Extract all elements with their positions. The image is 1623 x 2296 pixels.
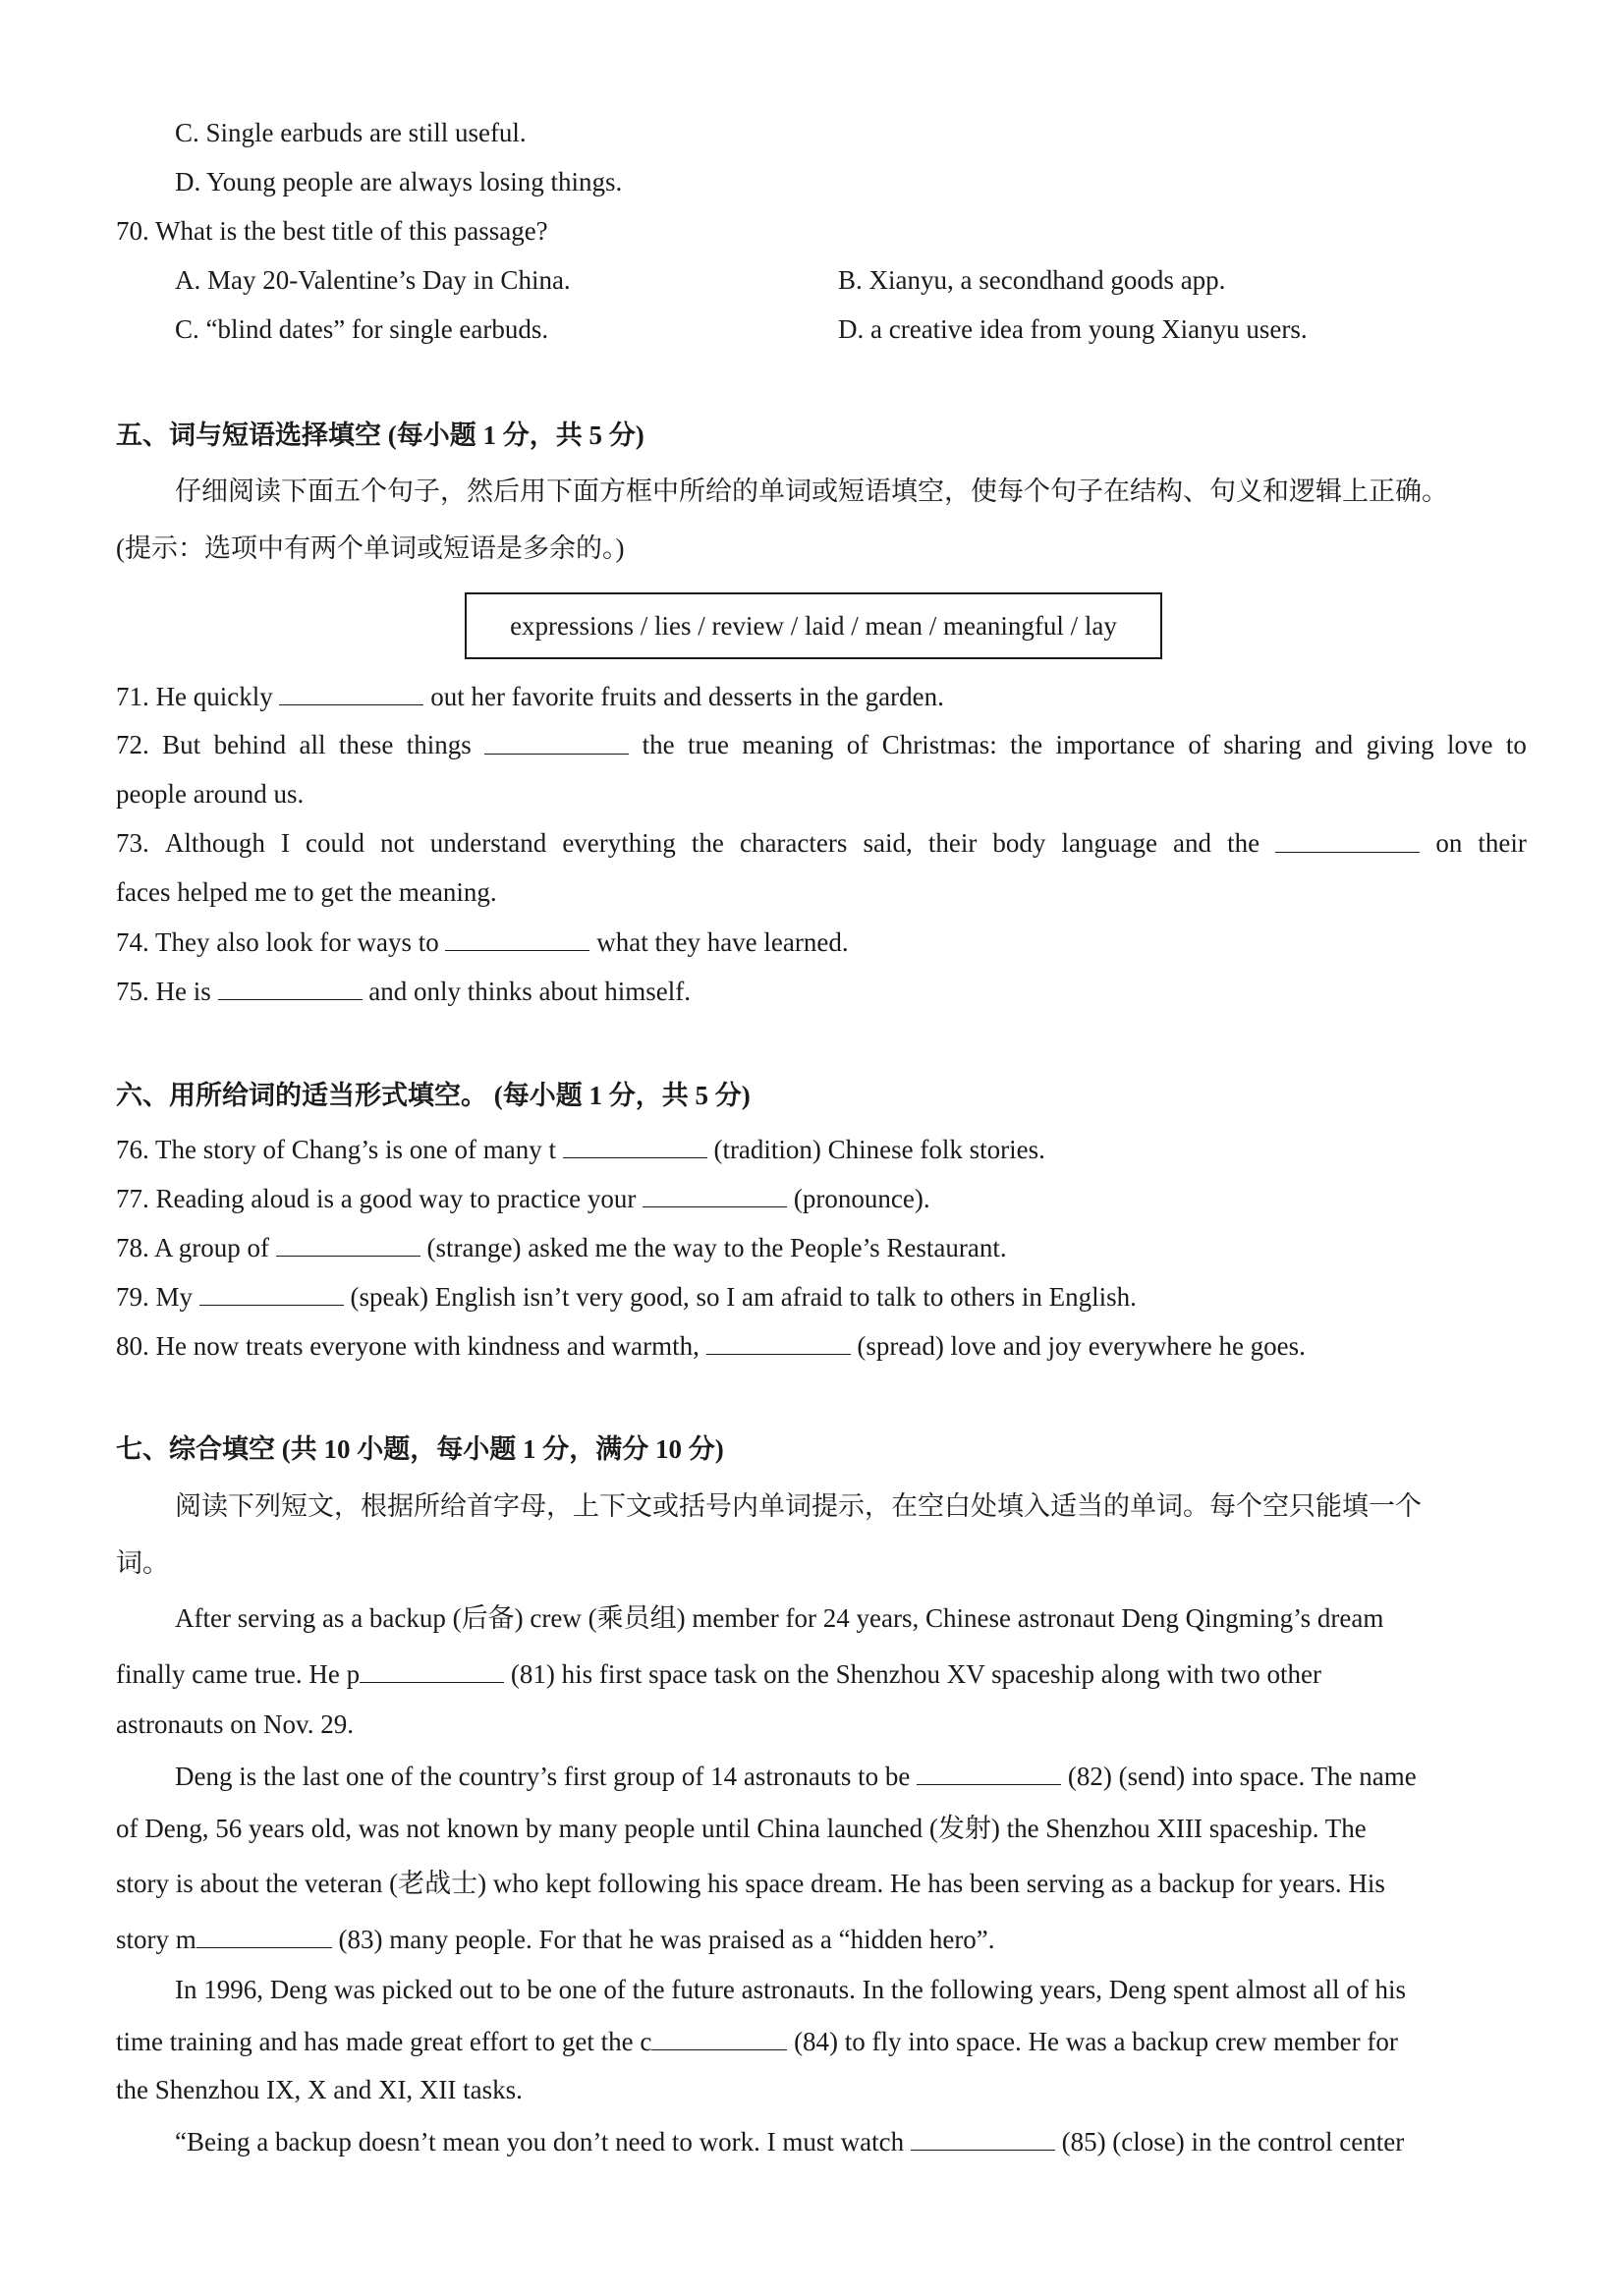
- q74: [116, 924, 849, 958]
- section7-title: 七、综合填空 (共 10 小题，每小题 1 分，满分 10 分): [116, 1434, 724, 1464]
- q76-text-post: (tradition) Chinese folk stories.: [713, 1135, 1045, 1164]
- q72-word: of: [1188, 730, 1210, 759]
- q79-blank[interactable]: [199, 1279, 344, 1306]
- section5-instruction-1: 仔细阅读下面五个句子，然后用下面方框中所给的单词或短语填空，使每个句子在结构、句义和逻辑上正确。: [175, 476, 1448, 506]
- q70-option-d: D. a creative idea from young Xianyu users.: [838, 314, 1308, 344]
- q83-text-pre: story m: [116, 1925, 196, 1954]
- q72-line-1: [116, 728, 1527, 761]
- q81-text-pre: finally came true. He p: [116, 1659, 361, 1689]
- passage-p1-line-3: astronauts on Nov. 29.: [116, 1709, 354, 1739]
- q70-stem: 70. What is the best title of this passage?: [116, 216, 548, 246]
- q75-blank[interactable]: [218, 974, 363, 1000]
- section7-instruction-2: 词。: [116, 1548, 169, 1578]
- passage-p2-line-1: [116, 1759, 1417, 1792]
- q83-text-post: (83) many people. For that he was praised as a “hidden hero”.: [338, 1925, 995, 1954]
- q70-option-a: A. May 20-Valentine’s Day in China.: [175, 265, 571, 295]
- q72-word: things: [406, 730, 472, 759]
- section5-instruction-2: (提示：选项中有两个单词或短语是多余的。): [116, 533, 625, 563]
- passage-p3-line-1: In 1996, Deng was picked out to be one of the future astronauts. In the following years, Deng spent almost all of his: [175, 1975, 1406, 2004]
- q74-text-post: what they have learned.: [596, 927, 849, 957]
- q73-word: Although: [164, 828, 265, 858]
- q69-option-d: D. Young people are always losing things.: [175, 167, 623, 196]
- q73-word: said,: [863, 828, 913, 858]
- passage-p2-line-2: of Deng, 56 years old, was not known by many people until China launched (发射) the Shenzhou XIII spaceship. The: [116, 1814, 1367, 1843]
- q72-word: to: [1505, 730, 1527, 759]
- q72-line-2: people around us.: [116, 779, 305, 809]
- q77-text-post: (pronounce).: [793, 1184, 930, 1213]
- q71-text-pre: 71. He quickly: [116, 682, 273, 711]
- q78-text-pre: 78. A group of: [116, 1233, 270, 1262]
- q79-text-pre: 79. My: [116, 1282, 194, 1312]
- q72-word: But: [162, 730, 201, 759]
- q72-word: the: [642, 730, 675, 759]
- section6-title: 六、用所给词的适当形式填空。 (每小题 1 分，共 5 分): [116, 1081, 751, 1110]
- q80-text-post: (spread) love and joy everywhere he goes.: [857, 1331, 1306, 1361]
- q85-text-pre: “Being a backup doesn’t mean you don’t need to work. I must watch: [175, 2127, 905, 2156]
- q72-word: sharing: [1223, 730, 1302, 759]
- q70-option-c: C. “blind dates” for single earbuds.: [175, 314, 549, 344]
- q85-blank[interactable]: [911, 2124, 1055, 2151]
- q83-blank[interactable]: [196, 1922, 332, 1948]
- q78-text-post: (strange) asked me the way to the People’s Restaurant.: [426, 1233, 1007, 1262]
- passage-p2-line-3: story is about the veteran (老战士) who kept following his space dream. He has been serving as a backup for years. His: [116, 1869, 1385, 1898]
- q75-text-pre: 75. He is: [116, 977, 211, 1006]
- q72-word: love: [1447, 730, 1493, 759]
- q71-blank[interactable]: [279, 679, 423, 705]
- q76-blank[interactable]: [563, 1132, 707, 1158]
- q82-text-pre: Deng is the last one of the country’s first group of 14 astronauts to be: [175, 1762, 911, 1791]
- passage-p1-line-2: [116, 1656, 1321, 1690]
- q73-word: understand: [429, 828, 547, 858]
- q80-text-pre: 80. He now treats everyone with kindness and warmth,: [116, 1331, 700, 1361]
- q82-blank[interactable]: [917, 1759, 1061, 1785]
- q71-text-post: out her favorite fruits and desserts in the garden.: [430, 682, 944, 711]
- q74-blank[interactable]: [445, 924, 589, 951]
- q73-line-1: [116, 826, 1527, 860]
- q72-word: importance: [1055, 730, 1175, 759]
- q72-word: Christmas:: [881, 730, 997, 759]
- passage-p4-line-1: [116, 2124, 1404, 2157]
- q80-blank[interactable]: [706, 1328, 851, 1355]
- passage-p1-line-1: After serving as a backup (后备) crew (乘员组) member for 24 years, Chinese astronaut Deng Qingming’s dream: [175, 1603, 1384, 1633]
- passage-p3-line-3: the Shenzhou IX, X and XI, XII tasks.: [116, 2075, 523, 2104]
- q72-word: true: [688, 730, 729, 759]
- q79-text-post: (speak) English isn’t very good, so I am afraid to talk to others in English.: [350, 1282, 1137, 1312]
- q73-word: the: [1227, 828, 1260, 858]
- passage-p3-line-2: [116, 2024, 1398, 2057]
- q73-word: their: [1478, 828, 1527, 858]
- q72-word: behind: [213, 730, 287, 759]
- q73-word: on: [1435, 828, 1463, 858]
- q77-blank[interactable]: [643, 1181, 787, 1207]
- q73-word: characters: [739, 828, 848, 858]
- q73-word: 73.: [116, 828, 149, 858]
- q73-word: could: [306, 828, 365, 858]
- q76-text-pre: 76. The story of Chang’s is one of many t: [116, 1135, 556, 1164]
- q70-option-b: B. Xianyu, a secondhand goods app.: [838, 265, 1226, 295]
- q72-word: these: [338, 730, 394, 759]
- q72-word: of: [846, 730, 869, 759]
- q73-word: the: [691, 828, 724, 858]
- word-box: [465, 592, 1162, 659]
- section7-instruction-1: 阅读下列短文，根据所给首字母，上下文或括号内单词提示，在空白处填入适当的单词。每个空只能填一个: [175, 1491, 1422, 1521]
- q73-word: I: [280, 828, 290, 858]
- q78-blank[interactable]: [276, 1230, 420, 1257]
- q71: [116, 679, 944, 712]
- q75-text-post: and only thinks about himself.: [368, 977, 691, 1006]
- q72-blank[interactable]: [484, 728, 629, 755]
- q79: [116, 1279, 1137, 1313]
- q80: [116, 1328, 1306, 1362]
- q85-text-post: (85) (close) in the control center: [1061, 2127, 1405, 2156]
- q76: [116, 1132, 1045, 1165]
- q81-blank[interactable]: [360, 1656, 504, 1683]
- q72-word: giving: [1366, 730, 1434, 759]
- q74-text-pre: 74. They also look for ways to: [116, 927, 439, 957]
- word-box-text: expressions / lies / review / laid / mean / meaningful / lay: [510, 610, 1117, 641]
- q84-text-pre: time training and has made great effort to get the c: [116, 2027, 652, 2056]
- q84-blank[interactable]: [651, 2024, 787, 2050]
- q73-line-2: faces helped me to get the meaning.: [116, 877, 497, 907]
- q84-text-post: (84) to fly into space. He was a backup crew member for: [794, 2027, 1398, 2056]
- passage-p2-line-4: [116, 1922, 995, 1955]
- q75: [116, 974, 691, 1007]
- q82-text-post: (82) (send) into space. The name: [1067, 1762, 1417, 1791]
- section5-title: 五、词与短语选择填空 (每小题 1 分，共 5 分): [116, 420, 644, 450]
- q81-text-post: (81) his first space task on the Shenzhou XV spaceship along with two other: [510, 1659, 1322, 1689]
- q77-text-pre: 77. Reading aloud is a good way to practice your: [116, 1184, 637, 1213]
- q73-word: and: [1173, 828, 1212, 858]
- q72-word: all: [299, 730, 326, 759]
- q73-word: not: [380, 828, 415, 858]
- q72-word: meaning: [742, 730, 834, 759]
- q72-word: and: [1315, 730, 1354, 759]
- q77: [116, 1181, 930, 1214]
- q73-word: everything: [562, 828, 676, 858]
- q78: [116, 1230, 1007, 1263]
- q73-blank[interactable]: [1275, 826, 1420, 853]
- q73-word: body: [992, 828, 1046, 858]
- q72-word: 72.: [116, 730, 149, 759]
- q72-word: the: [1010, 730, 1043, 759]
- q73-word: language: [1061, 828, 1157, 858]
- q73-word: their: [927, 828, 978, 858]
- q69-option-c: C. Single earbuds are still useful.: [175, 118, 527, 147]
